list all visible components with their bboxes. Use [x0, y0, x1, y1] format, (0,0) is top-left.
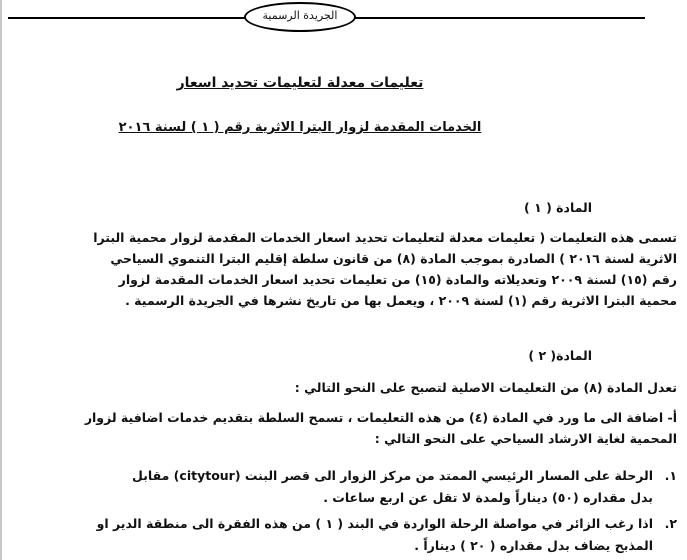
clause-a-line-1: أ- اضافة الى ما ورد في المادة (٤) من هذه التعليمات ، تسمح السلطة بتقديم خدمات اضافية لزوار: [84, 410, 677, 425]
article-2-heading: المادة( ٢ ): [528, 348, 592, 363]
document-subtitle: الخدمات المقدمة لزوار البترا الاثرية رقم ( ١ ) لسنة ٢٠١٦: [118, 120, 482, 135]
item-1-line-1: الرحلة على المسار الرئيسي الممتد من مركز الزوار الى قصر البنت (citytour) مقابل: [132, 468, 653, 483]
article-1-heading: المادة ( ١ ): [524, 200, 592, 215]
item-2-line-2: المذبح يضاف بدل مقداره ( ٢٠ ) ديناراً .: [414, 538, 653, 553]
gazette-name: الجريدة الرسمية: [262, 9, 338, 22]
header-rule-left: [8, 17, 246, 19]
article-1-line-4: محمية البترا الاثرية رقم (١) لسنة ٢٠٠٩ ، ويعمل بها من تاريخ نشرها في الجريدة الرسمية .: [125, 293, 677, 308]
article-1-line-2: الاثرية لسنة ٢٠١٦ ) الصادرة بموجب المادة (٨) من قانون سلطة إقليم البترا التنموي السياحي: [110, 251, 677, 266]
article-1-line-1: تسمى هذه التعليمات ( تعليمات معدلة لتعليمات تحديد اسعار الخدمات المقدمة لزوار محمية البترا: [93, 230, 677, 245]
document-title: تعليمات معدلة لتعليمات تحديد اسعار: [176, 75, 424, 91]
item-2-number: ٢.: [664, 516, 677, 531]
clause-a-line-2: المحمية لغاية الارشاد السياحي على النحو التالي :: [374, 431, 677, 446]
item-1-number: ١.: [664, 468, 677, 483]
item-1-line-2: بدل مقداره (٥٠) ديناراً ولمدة لا تقل عن اربع ساعات .: [323, 490, 653, 505]
item-2-line-1: اذا رغب الزائر في مواصلة الرحلة الواردة في البند ( ١ ) من هذه الفقرة الى منطقة الدير او: [96, 516, 653, 531]
header-rule-right: [353, 17, 645, 19]
article-2-intro: تعدل المادة (٨) من التعليمات الاصلية لتصبح على النحو التالي :: [294, 380, 677, 395]
page-edge: [0, 0, 2, 560]
article-1-line-3: رقم (١٥) لسنة ٢٠٠٩ وتعديلاته والمادة (١٥) من تعليمات تحديد اسعار الخدمات المقدمة لزوار: [118, 272, 677, 287]
